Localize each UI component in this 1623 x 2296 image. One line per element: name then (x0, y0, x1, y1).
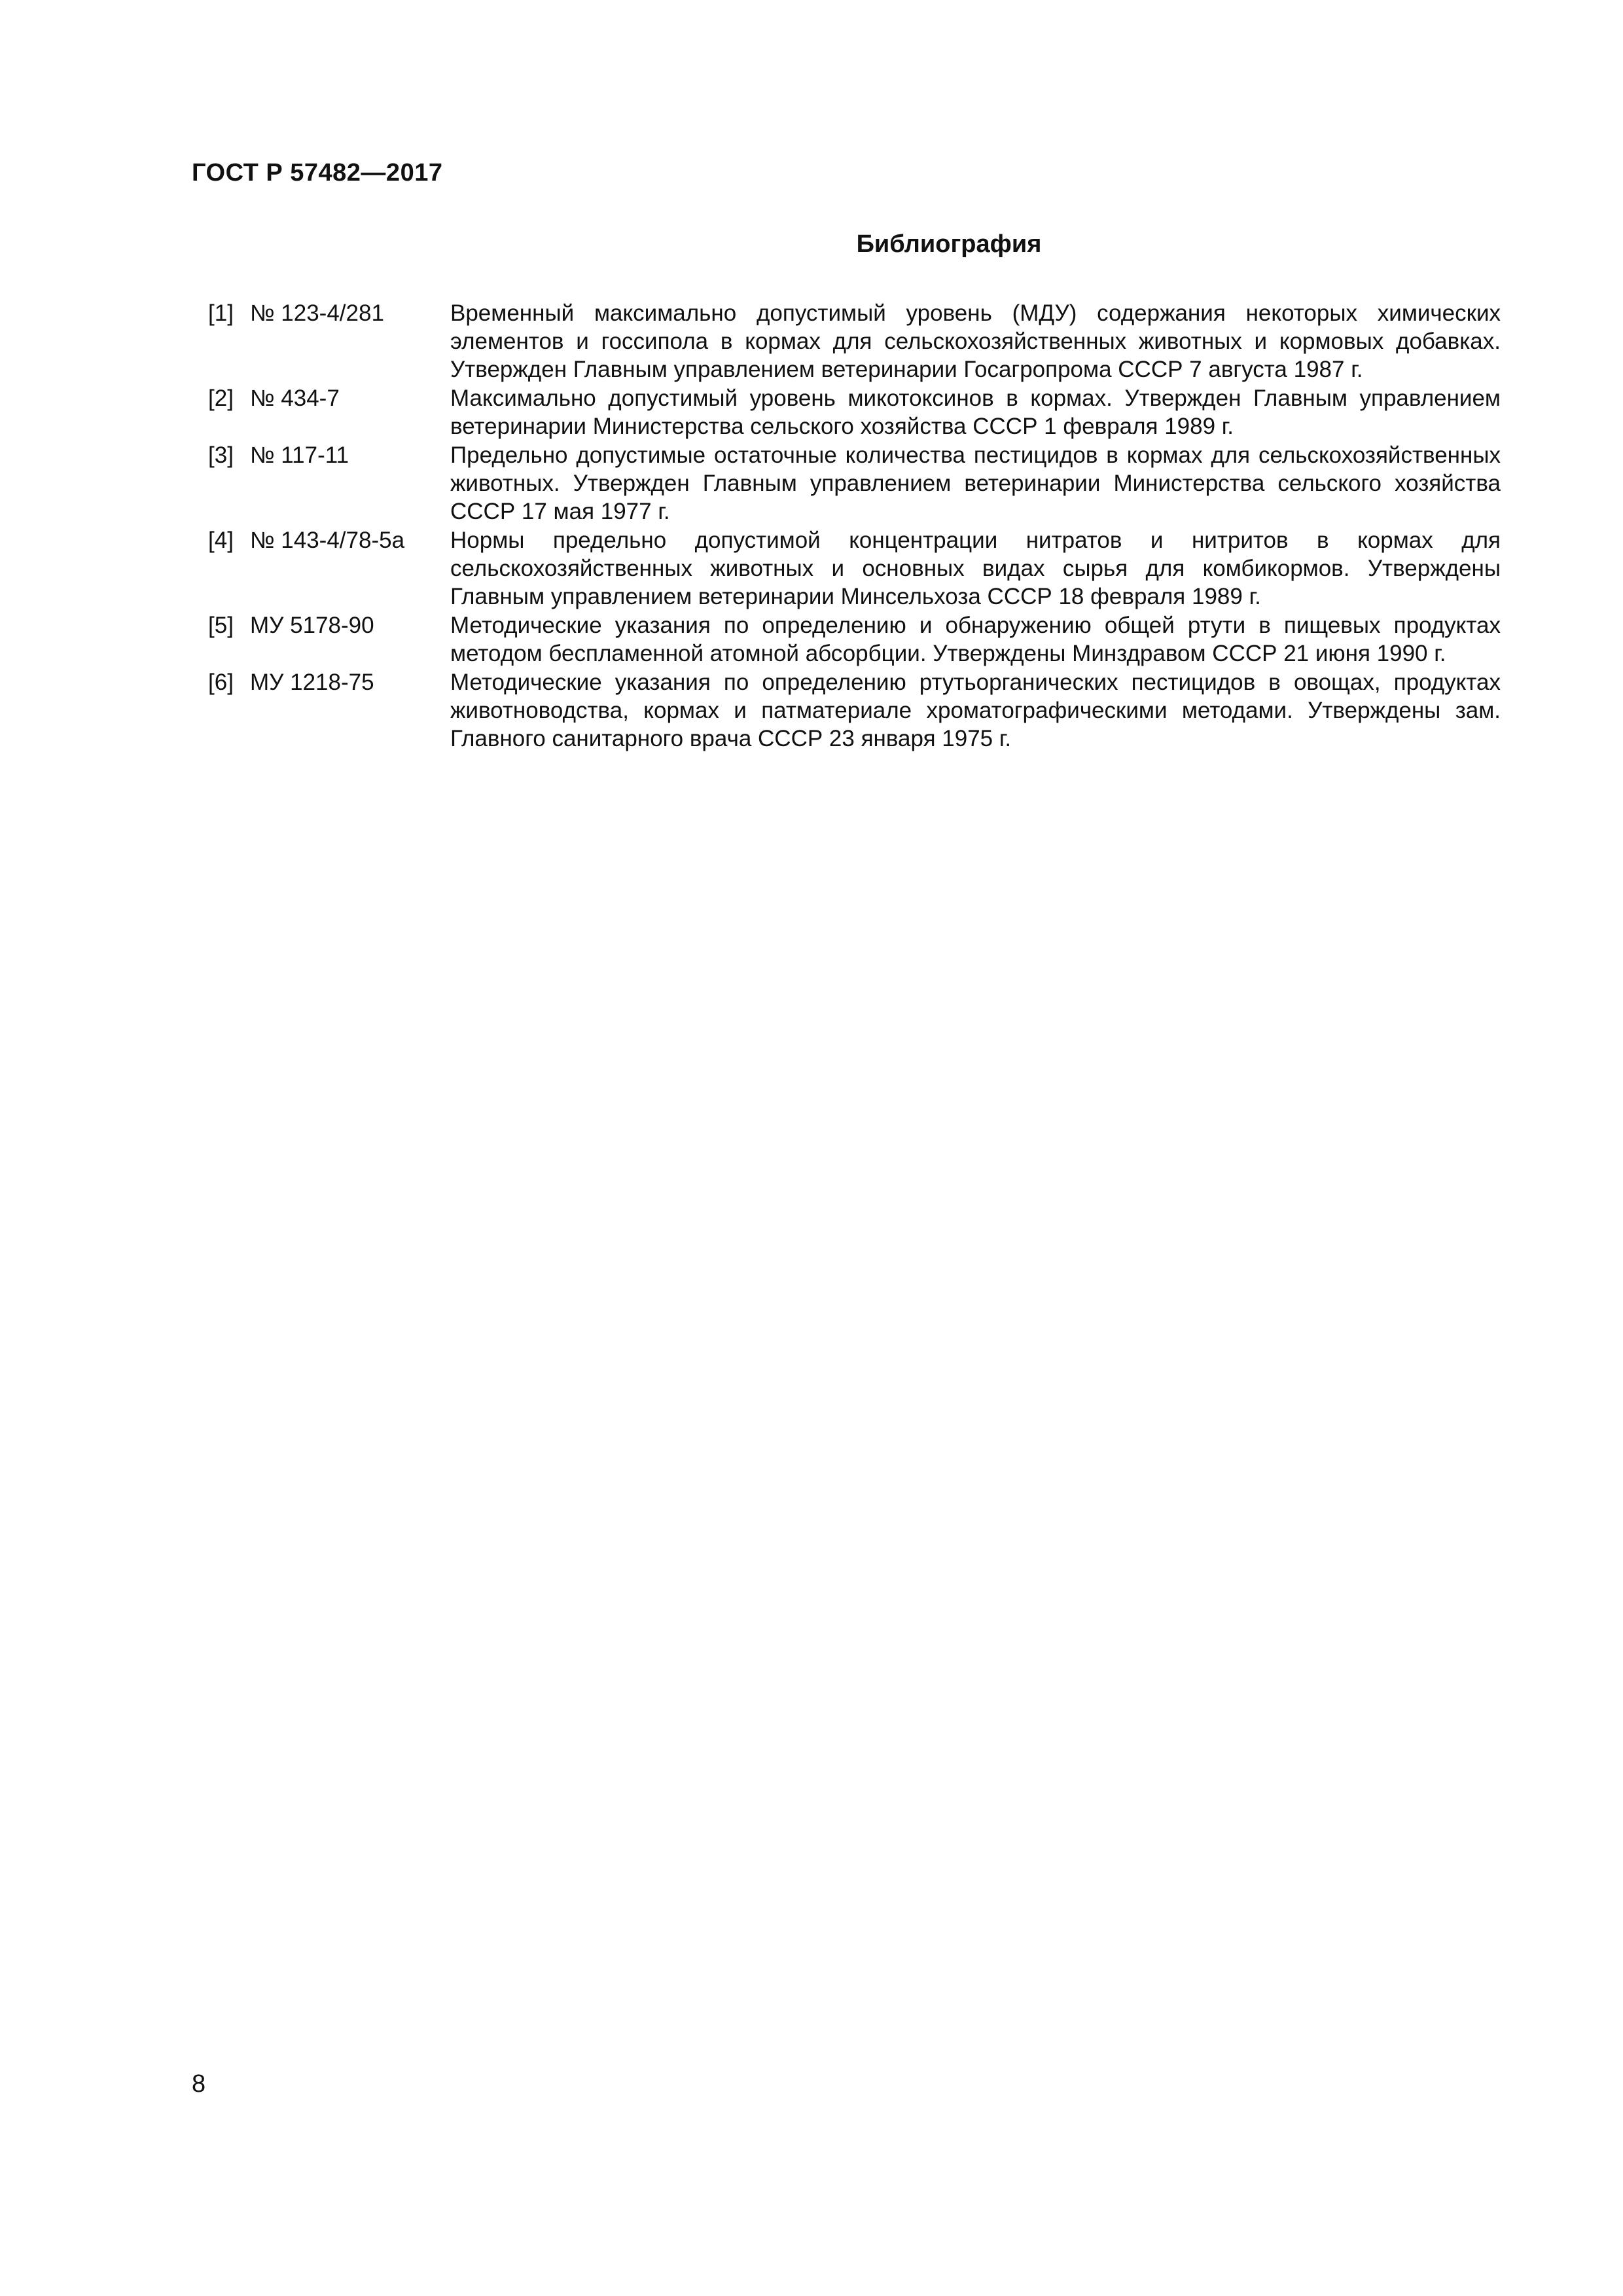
entry-number: [2] (208, 386, 234, 411)
bibliography-entry (208, 384, 1501, 440)
document-header: ГОСТ Р 57482—2017 (192, 159, 443, 187)
entry-code: № 117-11 (250, 442, 349, 468)
entry-text: Временный максимально допустимый уровень (МДУ) содержания некоторых химических элементов и госсипола в кормах для сельскохозяйственных животных и кормовых добавках. Утвержден Главным управлением ветеринарии Госагропрома СССР 7 августа 1987 г. (450, 300, 1501, 382)
page-number: 8 (192, 2070, 206, 2098)
entry-text: Максимально допустимый уровень микотоксинов в кормах. Утвержден Главным управлением ветеринарии Министерства сельского хозяйства СССР 1 февраля 1989 г. (450, 386, 1501, 439)
entry-number: [4] (208, 528, 234, 553)
entry-code: МУ 5178-90 (250, 613, 374, 638)
entry-text: Предельно допустимые остаточные количества пестицидов в кормах для сельскохозяйственных животных. Утвержден Главным управлением ветеринарии Министерства сельского хозяйства СССР 17 мая 1977 г. (450, 442, 1501, 524)
entry-number: [3] (208, 442, 234, 468)
entry-text: Методические указания по определению ртутьорганических пестицидов в овощах, продуктах животноводства, кормах и патматериале хроматографическими методами. Утверждены зам. Главного санитарного врача СССР 23 января 1975 г. (450, 670, 1501, 751)
entry-text: Методические указания по определению и обнаружению общей ртути в пищевых продуктах методом беспламенной атомной абсорбции. Утверждены Минздравом СССР 21 июня 1990 г. (450, 613, 1501, 666)
bibliography-entry (208, 299, 1501, 384)
entry-code: № 123-4/281 (250, 300, 384, 326)
entry-number: [1] (208, 300, 234, 326)
bibliography-entry (208, 611, 1501, 668)
entry-text: Нормы предельно допустимой концентрации нитратов и нитритов в кормах для сельскохозяйственных животных и основных видах сырья для комбикормов. Утверждены Главным управлением ветеринарии Минсельхоза СССР 18 февраля 1989 г. (450, 528, 1501, 609)
bibliography-entry (208, 441, 1501, 526)
entry-code: МУ 1218-75 (250, 670, 374, 695)
bibliography-entry (208, 668, 1501, 753)
entry-number: [6] (208, 670, 234, 695)
entry-code: № 143-4/78-5а (250, 528, 405, 553)
section-title: Библиография (856, 230, 1042, 258)
entry-number: [5] (208, 613, 234, 638)
bibliography-entry (208, 526, 1501, 611)
bibliography-list (208, 299, 1501, 753)
entry-code: № 434-7 (250, 386, 340, 411)
